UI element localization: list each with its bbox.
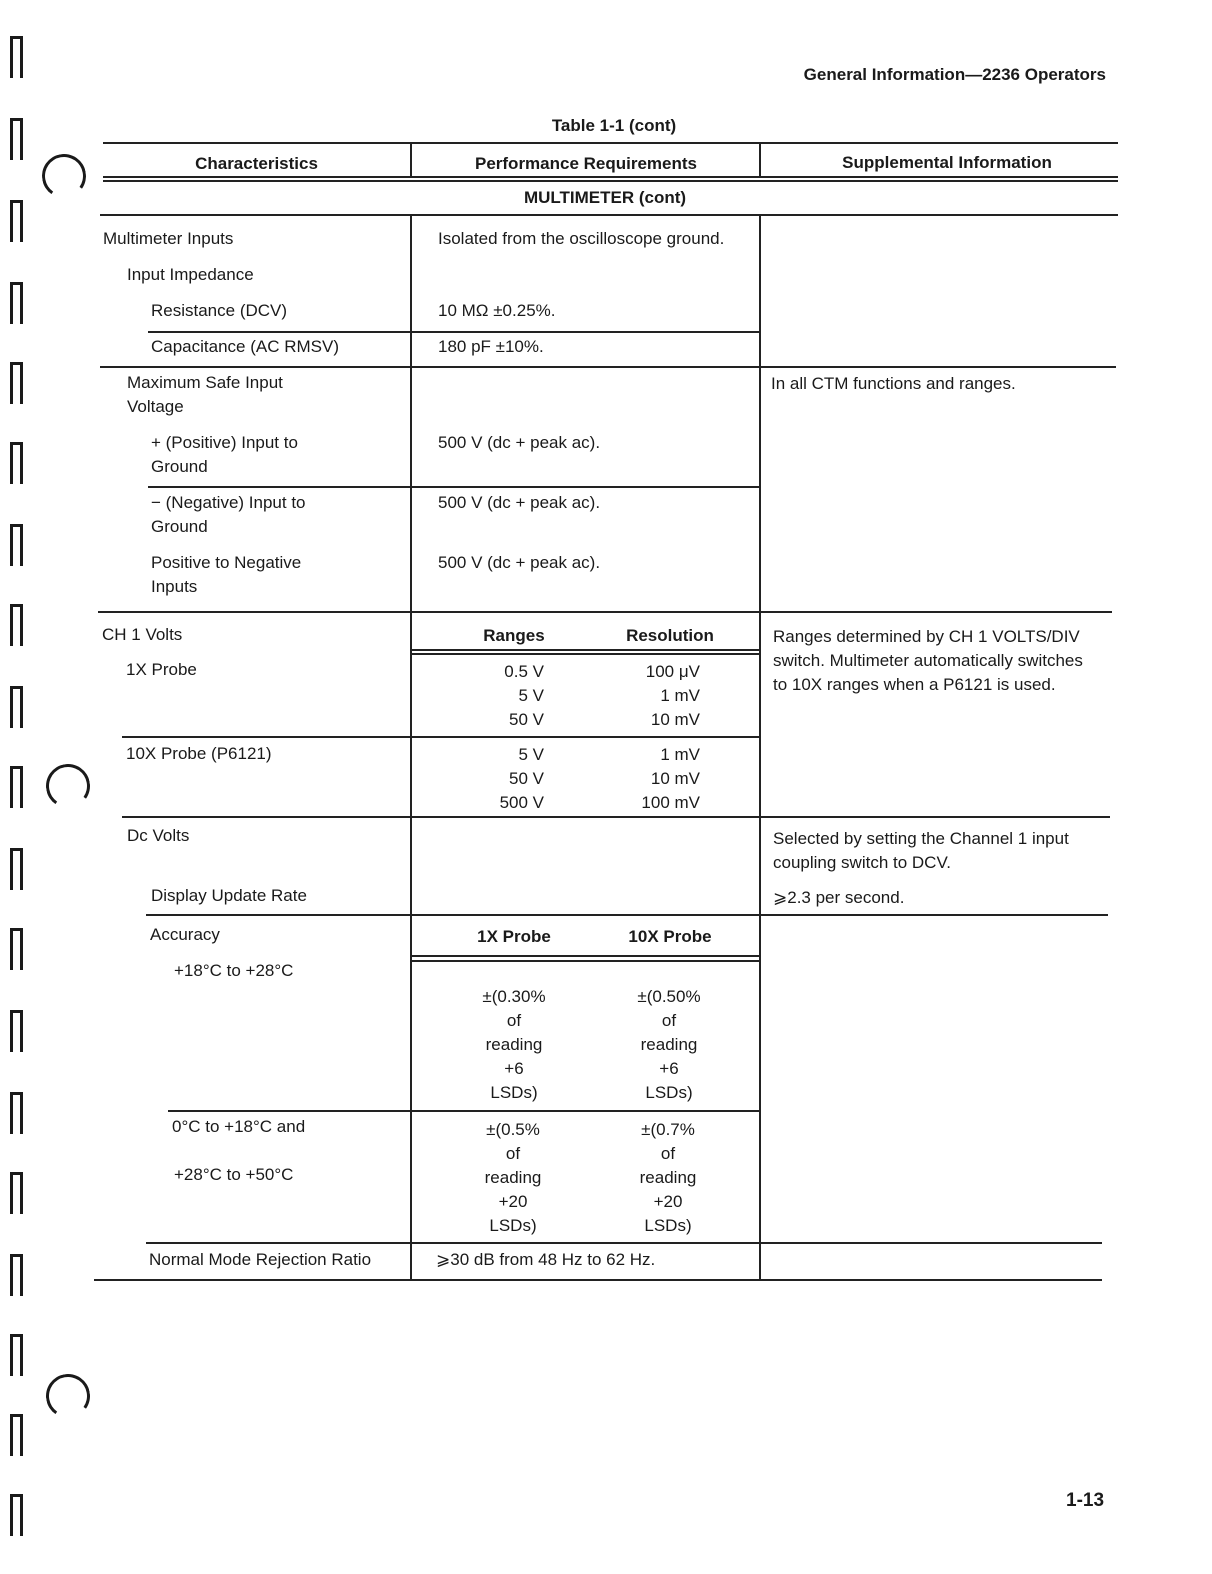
probe-1x-resolution bbox=[620, 660, 700, 732]
binder-hole-mark bbox=[10, 686, 23, 728]
binder-hole-mark bbox=[10, 1010, 23, 1052]
row-rule bbox=[100, 366, 1116, 368]
temp-b-10x-accuracy bbox=[609, 1118, 727, 1238]
binder-hole-mark bbox=[10, 1494, 23, 1536]
accuracy-line: +20 bbox=[498, 1192, 528, 1211]
accuracy-line: LSDs) bbox=[645, 1083, 693, 1102]
binder-hole-mark bbox=[10, 362, 23, 404]
accuracy-10x-header: 10X Probe bbox=[628, 927, 712, 946]
binder-ring-mark bbox=[39, 151, 90, 202]
pos-neg-label-line: Positive to Negative bbox=[151, 553, 302, 572]
binder-hole-mark bbox=[10, 200, 23, 242]
accuracy-line: of bbox=[661, 1011, 677, 1030]
resolution-value: 100 mV bbox=[641, 793, 700, 812]
binder-hole-mark bbox=[10, 1254, 23, 1296]
ch1-volts-label: CH 1 Volts bbox=[102, 625, 183, 644]
binder-hole-mark bbox=[10, 524, 23, 566]
resolution-value: 1 mV bbox=[660, 745, 700, 764]
ch1-volts-supp-line: to 10X ranges when a P6121 is used. bbox=[773, 675, 1056, 694]
range-value: 0.5 V bbox=[504, 662, 544, 681]
column-divider bbox=[410, 214, 412, 1280]
temp-a-1x-accuracy bbox=[455, 985, 573, 1105]
probe-1x-ranges bbox=[470, 660, 544, 732]
nmrr-perf: ⩾30 dB from 48 Hz to 62 Hz. bbox=[436, 1250, 656, 1269]
table-top-rule bbox=[103, 142, 1118, 144]
subheader-rule bbox=[410, 653, 760, 655]
ch1-volts-supp-line: switch. Multimeter automatically switches bbox=[773, 651, 1083, 670]
temp-range-b-label-1: 0°C to +18°C and bbox=[172, 1117, 306, 1136]
ch1-volts-supp-line: Ranges determined by CH 1 VOLTS/DIV bbox=[773, 627, 1080, 646]
max-safe-input-label bbox=[127, 371, 283, 419]
running-title: General Information—2236 Operators bbox=[803, 65, 1106, 84]
accuracy-line: +6 bbox=[504, 1059, 524, 1078]
dc-volts-label: Dc Volts bbox=[127, 826, 190, 845]
row-rule bbox=[148, 486, 760, 488]
accuracy-line: of bbox=[505, 1144, 521, 1163]
resistance-label: Resistance (DCV) bbox=[151, 301, 288, 320]
accuracy-line: of bbox=[660, 1144, 676, 1163]
accuracy-line: LSDs) bbox=[489, 1216, 537, 1235]
negative-input-label-line: Ground bbox=[151, 517, 208, 536]
binder-hole-mark bbox=[10, 928, 23, 970]
accuracy-line: +20 bbox=[653, 1192, 683, 1211]
column-header-characteristics: Characteristics bbox=[195, 154, 318, 173]
resistance-perf: 10 MΩ ±0.25%. bbox=[438, 301, 556, 320]
positive-input-perf: 500 V (dc + peak ac). bbox=[438, 433, 601, 452]
resolution-value: 100 μV bbox=[645, 662, 700, 681]
input-impedance-label: Input Impedance bbox=[127, 265, 254, 284]
probe-10x-label: 10X Probe (P6121) bbox=[126, 744, 272, 763]
probe-1x-label: 1X Probe bbox=[126, 660, 197, 679]
negative-input-perf: 500 V (dc + peak ac). bbox=[438, 493, 601, 512]
resolution-column-header: Resolution bbox=[626, 626, 714, 645]
negative-input-label bbox=[151, 491, 306, 539]
row-rule bbox=[98, 611, 1112, 613]
accuracy-line: reading bbox=[639, 1168, 697, 1187]
accuracy-line: ±(0.5% bbox=[486, 1120, 540, 1139]
resolution-value: 10 mV bbox=[650, 769, 700, 788]
nmrr-label: Normal Mode Rejection Ratio bbox=[149, 1250, 372, 1269]
subheader-rule bbox=[410, 960, 760, 962]
header-rule bbox=[103, 176, 1118, 178]
section-rule bbox=[100, 214, 1118, 216]
binder-hole-mark bbox=[10, 1334, 23, 1376]
binder-hole-mark bbox=[10, 766, 23, 808]
binder-hole-mark bbox=[10, 1414, 23, 1456]
pos-neg-perf: 500 V (dc + peak ac). bbox=[438, 553, 601, 572]
binder-ring-mark bbox=[43, 761, 94, 812]
subheader-rule bbox=[410, 649, 760, 651]
row-rule bbox=[168, 1110, 760, 1112]
row-rule bbox=[146, 1242, 1102, 1244]
table-bottom-rule bbox=[94, 1279, 1102, 1281]
section-heading: MULTIMETER (cont) bbox=[523, 188, 687, 207]
binder-hole-mark bbox=[10, 282, 23, 324]
positive-input-label-line: + (Positive) Input to bbox=[151, 433, 298, 452]
accuracy-line: ±(0.7% bbox=[641, 1120, 695, 1139]
dc-volts-supp bbox=[773, 827, 1069, 875]
probe-10x-resolution bbox=[620, 743, 700, 815]
max-safe-input-label-line: Maximum Safe Input bbox=[127, 373, 283, 392]
temp-b-1x-accuracy bbox=[454, 1118, 572, 1238]
accuracy-line: reading bbox=[484, 1168, 542, 1187]
accuracy-line: ±(0.30% bbox=[482, 987, 546, 1006]
ranges-column-header: Ranges bbox=[483, 626, 545, 645]
range-value: 500 V bbox=[499, 793, 544, 812]
binder-hole-mark bbox=[10, 1172, 23, 1214]
accuracy-line: +6 bbox=[659, 1059, 679, 1078]
row-rule bbox=[122, 736, 760, 738]
binder-hole-mark bbox=[10, 1092, 23, 1134]
accuracy-label: Accuracy bbox=[150, 925, 220, 944]
row-rule bbox=[122, 816, 1110, 818]
accuracy-line: LSDs) bbox=[644, 1216, 692, 1235]
row-rule bbox=[148, 331, 760, 333]
binder-hole-mark bbox=[10, 118, 23, 160]
pos-neg-label bbox=[151, 551, 301, 599]
dc-volts-supp-line: coupling switch to DCV. bbox=[773, 853, 951, 872]
accuracy-line: LSDs) bbox=[490, 1083, 538, 1102]
multimeter-inputs-label: Multimeter Inputs bbox=[103, 229, 234, 248]
resolution-value: 1 mV bbox=[660, 686, 700, 705]
display-update-label: Display Update Rate bbox=[151, 886, 307, 905]
binder-ring-mark bbox=[43, 1371, 94, 1422]
subheader-rule bbox=[410, 955, 760, 957]
binder-hole-mark bbox=[10, 36, 23, 78]
binder-hole-mark bbox=[10, 442, 23, 484]
column-divider bbox=[759, 214, 761, 1280]
row-rule bbox=[146, 914, 1108, 916]
column-header-supplemental: Supplemental Information bbox=[842, 153, 1052, 172]
range-value: 50 V bbox=[509, 710, 544, 729]
accuracy-line: reading bbox=[640, 1035, 698, 1054]
dc-volts-supp-line: Selected by setting the Channel 1 input bbox=[773, 829, 1069, 848]
resolution-value: 10 mV bbox=[650, 710, 700, 729]
multimeter-inputs-perf: Isolated from the oscilloscope ground. bbox=[438, 229, 725, 248]
header-rule bbox=[103, 180, 1118, 182]
table-title: Table 1-1 (cont) bbox=[551, 116, 677, 135]
capacitance-perf: 180 pF ±10%. bbox=[438, 337, 544, 356]
ch1-volts-supp bbox=[773, 625, 1083, 697]
binder-hole-mark bbox=[10, 604, 23, 646]
negative-input-label-line: − (Negative) Input to bbox=[151, 493, 306, 512]
accuracy-line: ±(0.50% bbox=[637, 987, 701, 1006]
range-value: 5 V bbox=[518, 686, 544, 705]
accuracy-1x-header: 1X Probe bbox=[477, 927, 551, 946]
pos-neg-label-line: Inputs bbox=[151, 577, 198, 596]
temp-range-a-label: +18°C to +28°C bbox=[174, 961, 294, 980]
accuracy-line: reading bbox=[485, 1035, 543, 1054]
display-update-supp: ⩾2.3 per second. bbox=[773, 888, 905, 907]
range-value: 5 V bbox=[518, 745, 544, 764]
accuracy-line: of bbox=[506, 1011, 522, 1030]
probe-10x-ranges bbox=[470, 743, 544, 815]
temp-a-10x-accuracy bbox=[610, 985, 728, 1105]
max-safe-input-supp: In all CTM functions and ranges. bbox=[771, 374, 1016, 393]
capacitance-label: Capacitance (AC RMSV) bbox=[151, 337, 340, 356]
page-number: 1-13 bbox=[1066, 1490, 1105, 1511]
binder-hole-mark bbox=[10, 848, 23, 890]
max-safe-input-label-line: Voltage bbox=[127, 397, 184, 416]
temp-range-b-label-2: +28°C to +50°C bbox=[174, 1165, 294, 1184]
positive-input-label-line: Ground bbox=[151, 457, 208, 476]
positive-input-label bbox=[151, 431, 298, 479]
column-header-performance: Performance Requirements bbox=[474, 154, 698, 173]
range-value: 50 V bbox=[509, 769, 544, 788]
